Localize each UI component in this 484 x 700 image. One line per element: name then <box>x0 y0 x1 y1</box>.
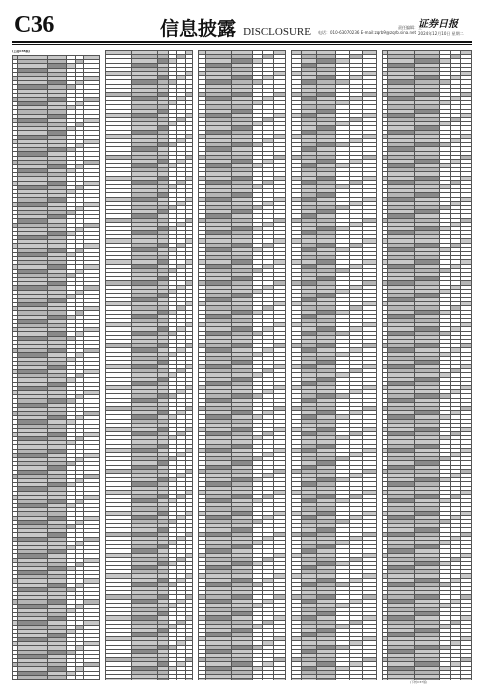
masthead-logo <box>418 17 468 29</box>
table-row <box>106 679 193 680</box>
header-rule-thick <box>12 41 472 43</box>
page-number: C36 <box>14 12 54 38</box>
table-cell <box>177 679 186 680</box>
table-row <box>13 679 100 680</box>
table-cell <box>273 679 285 680</box>
table-row <box>199 679 286 680</box>
disclosure-column-4 <box>291 50 377 680</box>
contact-line: 电话：010-63070236 E-mail:zqrb9@zqrb.sina.net <box>318 30 417 35</box>
table-cell <box>18 679 48 680</box>
table-cell <box>336 679 350 680</box>
section-title-en: DISCLOSURE <box>243 26 311 38</box>
table-cell <box>302 679 317 680</box>
table-cell <box>292 679 302 680</box>
table-row <box>292 679 377 680</box>
editor-credit: 责任编辑：王 <box>398 25 422 30</box>
table-cell <box>363 679 377 680</box>
issue-date: 2024年12月10日 星期二 <box>418 31 464 36</box>
disclosure-table <box>105 50 193 680</box>
table-cell <box>158 679 168 680</box>
table-cell <box>84 679 100 680</box>
table-cell <box>66 679 75 680</box>
table-cell <box>47 679 66 680</box>
disclosure-columns <box>12 50 472 680</box>
table-cell <box>252 679 262 680</box>
table-cell <box>349 679 363 680</box>
table-cell <box>132 679 158 680</box>
disclosure-column-1 <box>12 50 100 680</box>
table-cell <box>199 679 206 680</box>
table-cell <box>168 679 177 680</box>
disclosure-column-3 <box>198 50 286 680</box>
table-cell <box>75 679 84 680</box>
table-cell <box>232 679 253 680</box>
table-cell <box>263 679 273 680</box>
table-cell <box>317 679 336 680</box>
disclosure-table <box>12 55 100 680</box>
disclosure-table <box>382 50 472 680</box>
disclosure-table <box>198 50 286 680</box>
header-rule-thin <box>12 44 472 45</box>
continued-from-label: (上接C35版) <box>12 50 31 53</box>
section-title-cn: 信息披露 <box>160 18 237 40</box>
table-cell <box>205 679 231 680</box>
disclosure-table <box>291 50 377 680</box>
disclosure-column-5 <box>382 50 472 680</box>
table-cell <box>106 679 132 680</box>
disclosure-column-2 <box>105 50 193 680</box>
page-header <box>0 0 484 44</box>
section-title <box>160 14 311 41</box>
table-cell <box>186 679 193 680</box>
